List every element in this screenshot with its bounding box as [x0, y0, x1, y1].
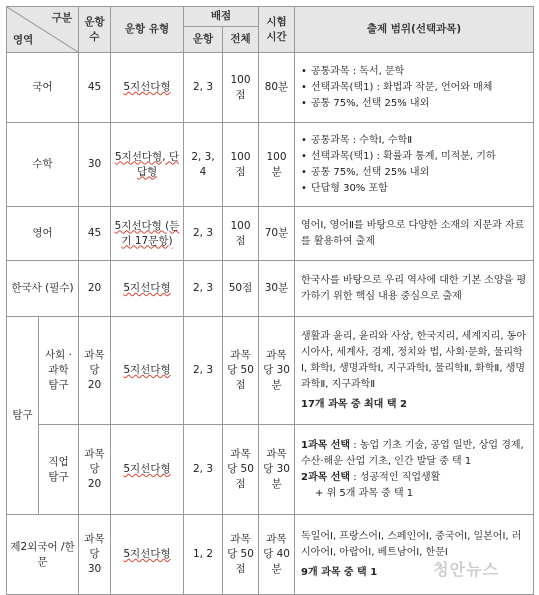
scope-vocational	[295, 425, 534, 515]
scope-foreign-subjects: 독일어Ⅰ, 프랑스어Ⅰ, 스페인어Ⅰ, 중국어Ⅰ, 일본어Ⅰ, 러시아어Ⅰ, 아랍어Ⅰ, 베트남어Ⅰ, 한문Ⅰ	[301, 530, 522, 558]
header-score: 배점	[184, 7, 259, 27]
scope-social-note: 17개 과목 중 최대 택 2	[301, 398, 407, 410]
table-row-inquiry-social	[7, 317, 534, 425]
type-korean: 5지선다형	[111, 53, 184, 123]
header-count: 운항 수	[79, 7, 111, 53]
table-row-math	[7, 123, 534, 207]
table-row-english	[7, 207, 534, 261]
scope-english: 영어Ⅰ, 영어Ⅱ를 바탕으로 다양한 소재의 지문과 자료를 활용하여 출제	[295, 207, 534, 261]
scope-vocational-line3: + 위 5개 과목 중 택 1	[315, 487, 414, 499]
score-each-social: 2, 3	[184, 317, 223, 425]
header-scope: 출제 범위(선택과목)	[295, 7, 534, 53]
scope-item: • 공통과목 : 독서, 문학	[301, 64, 527, 80]
time-korean: 80분	[259, 53, 295, 123]
header-area: 영역	[13, 34, 34, 46]
score-each-korean: 2, 3	[184, 53, 223, 123]
score-total-history: 50점	[223, 261, 259, 317]
count-english: 45	[79, 207, 111, 261]
header-diagonal-cell	[7, 7, 79, 53]
scope-math	[295, 123, 534, 207]
table-row-foreign	[7, 515, 534, 595]
type-history: 5지선다형	[111, 261, 184, 317]
score-each-history: 2, 3	[184, 261, 223, 317]
score-each-vocational: 2, 3	[184, 425, 223, 515]
header-type: 운항 유형	[111, 7, 184, 53]
table-row-history	[7, 261, 534, 317]
scope-vocational-line2: 2과목 선택 : 성공적인 직업생활	[301, 471, 441, 483]
scope-korean	[295, 53, 534, 123]
scope-item: • 공통 75%, 선택 25% 내외	[301, 96, 527, 112]
scope-item: • 선택과목(택1) : 확률과 통계, 미적분, 기하	[301, 149, 527, 165]
count-korean: 45	[79, 53, 111, 123]
scope-history: 한국사를 바탕으로 우리 역사에 대한 기본 소양을 평가하기 위한 핵심 내용 중심으로 출제	[295, 261, 534, 317]
area-inquiry: 탐구	[7, 317, 39, 515]
scope-social-subjects: 생활과 윤리, 윤리와 사상, 한국지리, 세계지리, 동아시아사, 세계사, 경제, 정치와 법, 사회·문화, 물리학Ⅰ, 화학Ⅰ, 생명과학Ⅰ, 지구과학Ⅰ, 물리학Ⅱ, 화학Ⅱ, 생명과학Ⅱ, 지구과학Ⅱ	[301, 330, 527, 390]
table-row-korean	[7, 53, 534, 123]
area-foreign: 제2외국어 /한문	[7, 515, 79, 595]
score-each-english: 2, 3	[184, 207, 223, 261]
sub-social: 사회 · 과학 탐구	[39, 317, 79, 425]
scope-item: • 단답형 30% 포함	[301, 181, 527, 197]
score-total-social: 과목당 50점	[223, 317, 259, 425]
table-row-inquiry-vocational	[7, 425, 534, 515]
header-score-total: 전체	[223, 27, 259, 53]
area-english: 영어	[7, 207, 79, 261]
count-foreign: 과목당 30	[79, 515, 111, 595]
area-korean: 국어	[7, 53, 79, 123]
type-math: 5지선다형, 단답형	[111, 123, 184, 207]
scope-foreign	[295, 515, 534, 595]
count-social: 과목당 20	[79, 317, 111, 425]
type-vocational: 5지선다형	[111, 425, 184, 515]
area-math: 수학	[7, 123, 79, 207]
time-vocational: 과목당 30분	[259, 425, 295, 515]
scope-foreign-note: 9개 과목 중 택 1	[301, 566, 378, 578]
score-total-english: 100점	[223, 207, 259, 261]
count-vocational: 과목당 20	[79, 425, 111, 515]
header-time: 시험 시간	[259, 7, 295, 53]
area-history: 한국사 (필수)	[7, 261, 79, 317]
sub-vocational: 직업 탐구	[39, 425, 79, 515]
count-history: 20	[79, 261, 111, 317]
scope-item: • 선택과목(택1) : 화법과 작문, 언어와 매체	[301, 80, 527, 96]
time-foreign: 과목당 40분	[259, 515, 295, 595]
score-total-math: 100점	[223, 123, 259, 207]
header-score-each: 운항	[184, 27, 223, 53]
scope-social	[295, 317, 534, 425]
watermark-logo: 청안뉴스	[433, 560, 499, 579]
count-math: 30	[79, 123, 111, 207]
time-history: 30분	[259, 261, 295, 317]
score-each-foreign: 1, 2	[184, 515, 223, 595]
score-total-korean: 100점	[223, 53, 259, 123]
score-total-foreign: 과목당 50점	[223, 515, 259, 595]
header-gubun: 구분	[51, 12, 72, 24]
score-each-math: 2, 3, 4	[184, 123, 223, 207]
scope-item: • 공통과목 : 수학Ⅰ, 수학Ⅱ	[301, 133, 527, 149]
type-english: 5지선다형 (듣기 17문항)	[111, 207, 184, 261]
time-social: 과목당 30분	[259, 317, 295, 425]
exam-table	[6, 6, 534, 595]
type-social: 5지선다형	[111, 317, 184, 425]
type-foreign: 5지선다형	[111, 515, 184, 595]
score-total-vocational: 과목당 50점	[223, 425, 259, 515]
scope-vocational-line1: 1과목 선택 : 농업 기초 기술, 공업 일반, 상업 경제, 수산·해운 산업 기초, 인간 발달 중 택 1	[301, 439, 524, 467]
time-english: 70분	[259, 207, 295, 261]
time-math: 100분	[259, 123, 295, 207]
scope-item: • 공통 75%, 선택 25% 내외	[301, 165, 527, 181]
